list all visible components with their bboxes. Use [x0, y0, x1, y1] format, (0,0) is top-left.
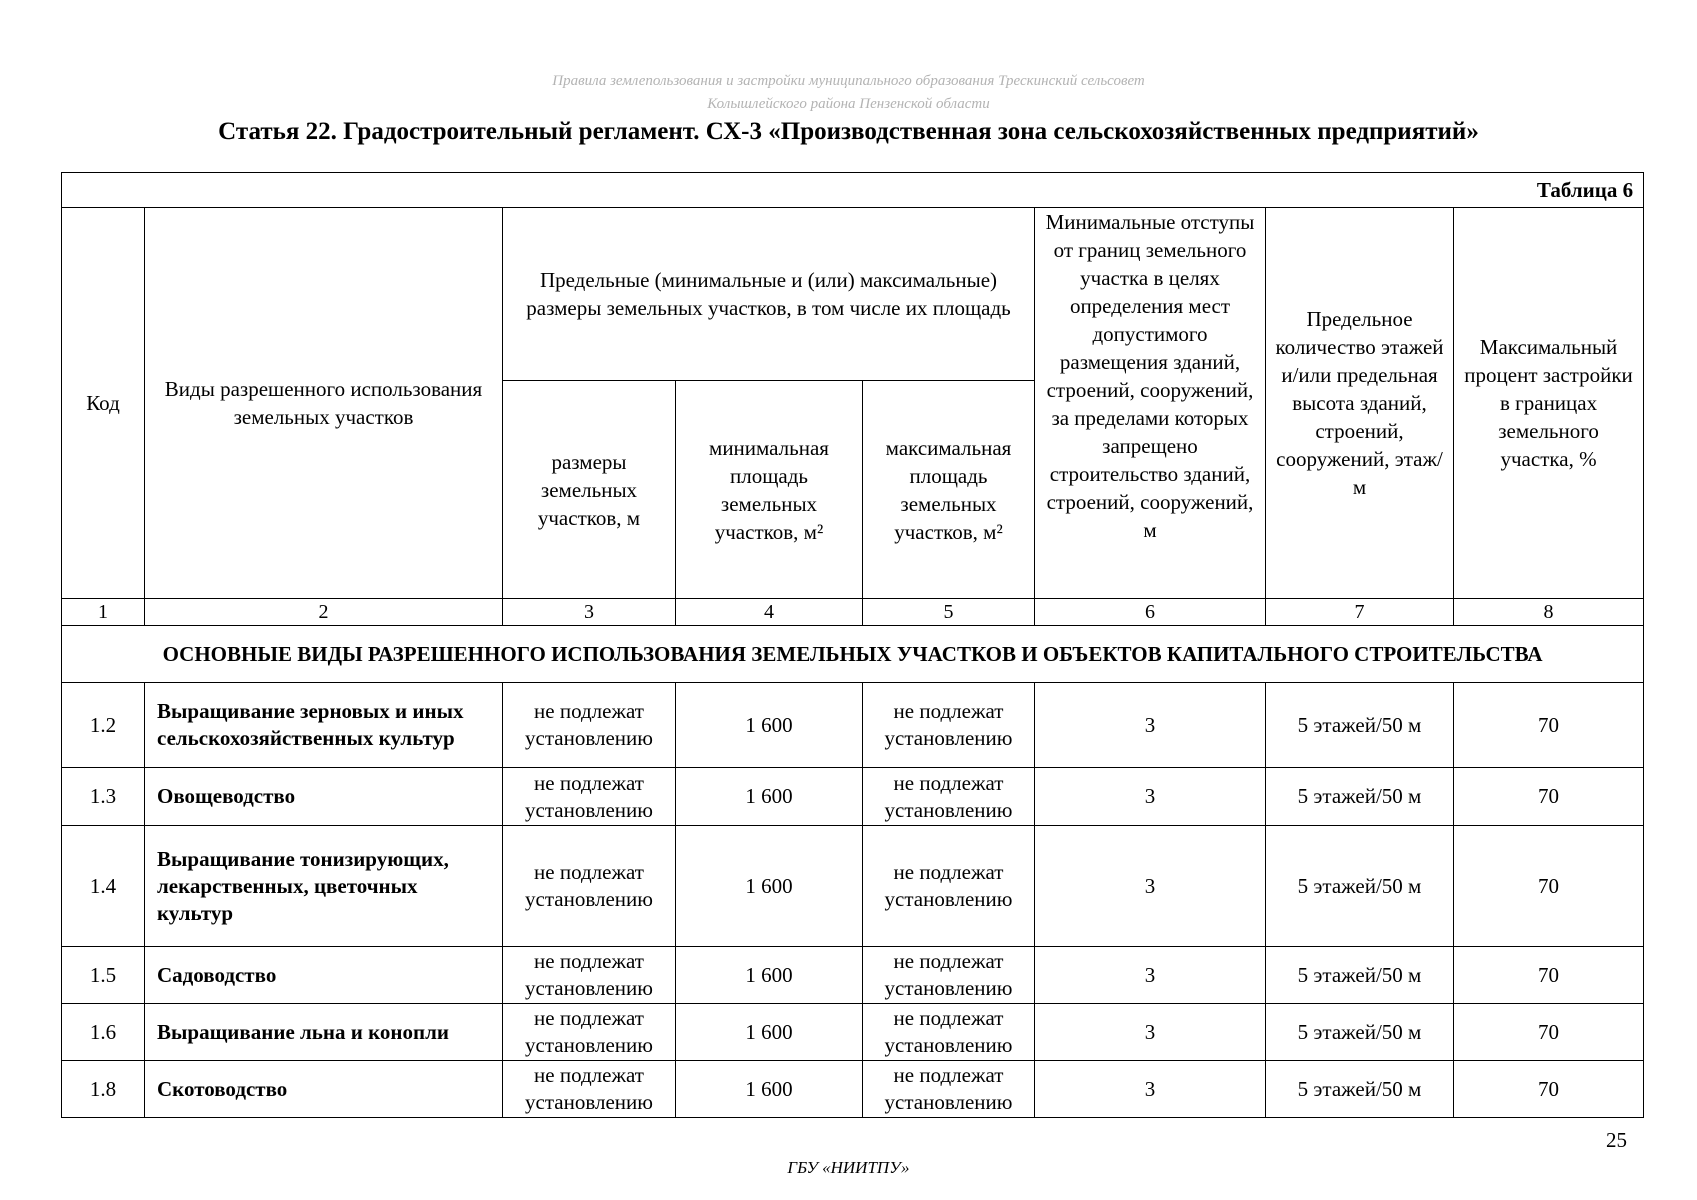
col-header-min-area: минимальная площадь земельных участков, м² — [676, 381, 863, 599]
row-setback: 3 — [1035, 683, 1266, 768]
row-setback: 3 — [1035, 947, 1266, 1004]
row-max-area: не подлежат установлению — [863, 826, 1035, 947]
col-header-coverage: Максимальный процент застройки в границах земельного участка, % — [1454, 208, 1644, 599]
row-code: 1.2 — [62, 683, 145, 768]
row-use: Выращивание тонизирующих, лекарственных, цветочных культур — [145, 826, 503, 947]
row-max-area: не подлежат установлению — [863, 768, 1035, 826]
table-label-row — [62, 173, 1644, 208]
row-use: Овощеводство — [145, 768, 503, 826]
row-size: не подлежат установлению — [503, 1004, 676, 1061]
row-use: Скотоводство — [145, 1061, 503, 1118]
col-header-max-area: максимальная площадь земельных участков, м² — [863, 381, 1035, 599]
row-use: Садоводство — [145, 947, 503, 1004]
row-size: не подлежат установлению — [503, 947, 676, 1004]
row-setback: 3 — [1035, 1004, 1266, 1061]
row-max-area: не подлежат установлению — [863, 683, 1035, 768]
header-row-1 — [62, 208, 1644, 381]
column-number-row — [62, 599, 1644, 626]
row-min-area: 1 600 — [676, 683, 863, 768]
row-setback: 3 — [1035, 768, 1266, 826]
row-floors: 5 этажей/50 м — [1266, 1004, 1454, 1061]
col-header-floors: Предельное количество этажей и/или предельная высота зданий, строений, сооружений, этаж/м — [1266, 208, 1454, 599]
regulation-table — [61, 172, 1644, 1118]
table-row — [62, 683, 1644, 768]
row-min-area: 1 600 — [676, 1061, 863, 1118]
column-number: 4 — [676, 599, 863, 626]
row-size: не подлежат установлению — [503, 1061, 676, 1118]
col-header-use: Виды разрешенного использования земельных участков — [145, 208, 503, 599]
column-number: 2 — [145, 599, 503, 626]
column-number: 6 — [1035, 599, 1266, 626]
row-size: не подлежат установлению — [503, 768, 676, 826]
col-header-limits-group: Предельные (минимальные и (или) максимальные) размеры земельных участков, в том числе их площадь — [503, 208, 1035, 381]
col-header-size: размеры земельных участков, м — [503, 381, 676, 599]
row-code: 1.3 — [62, 768, 145, 826]
column-number: 5 — [863, 599, 1035, 626]
row-max-area: не подлежат установлению — [863, 947, 1035, 1004]
column-number: 3 — [503, 599, 676, 626]
footer-organization: ГБУ «НИИТПУ» — [787, 1158, 910, 1177]
running-header-line-1: Правила землепользования и застройки муниципального образования Трескинский сельсовет — [552, 73, 1145, 89]
row-min-area: 1 600 — [676, 1004, 863, 1061]
article-title: Статья 22. Градостроительный регламент. СХ-3 «Производственная зона сельскохозяйственных предприятий» — [218, 118, 1479, 145]
row-coverage: 70 — [1454, 768, 1644, 826]
row-code: 1.8 — [62, 1061, 145, 1118]
row-coverage: 70 — [1454, 826, 1644, 947]
table-row — [62, 1004, 1644, 1061]
row-min-area: 1 600 — [676, 768, 863, 826]
row-code: 1.4 — [62, 826, 145, 947]
table-label: Таблица 6 — [62, 173, 1644, 208]
table-row — [62, 1061, 1644, 1118]
row-setback: 3 — [1035, 826, 1266, 947]
col-header-code: Код — [62, 208, 145, 599]
row-floors: 5 этажей/50 м — [1266, 826, 1454, 947]
table-row — [62, 826, 1644, 947]
row-floors: 5 этажей/50 м — [1266, 1061, 1454, 1118]
row-floors: 5 этажей/50 м — [1266, 683, 1454, 768]
page-number: 25 — [1606, 1128, 1627, 1152]
column-number: 7 — [1266, 599, 1454, 626]
column-number: 8 — [1454, 599, 1644, 626]
column-number: 1 — [62, 599, 145, 626]
table-row — [62, 947, 1644, 1004]
row-use: Выращивание льна и конопли — [145, 1004, 503, 1061]
row-min-area: 1 600 — [676, 947, 863, 1004]
row-use: Выращивание зерновых и иных сельскохозяйственных культур — [145, 683, 503, 768]
row-max-area: не подлежат установлению — [863, 1061, 1035, 1118]
col-header-setback: Минимальные отступы от границ земельного участка в целях определения мест допустимого размещения зданий, строений, сооружений, за пределами которых запрещено строительство зданий, строений, сооружений, м — [1035, 208, 1266, 599]
row-coverage: 70 — [1454, 1004, 1644, 1061]
row-max-area: не подлежат установлению — [863, 1004, 1035, 1061]
row-size: не подлежат установлению — [503, 826, 676, 947]
row-code: 1.5 — [62, 947, 145, 1004]
row-min-area: 1 600 — [676, 826, 863, 947]
row-coverage: 70 — [1454, 1061, 1644, 1118]
section-row — [62, 626, 1644, 683]
row-setback: 3 — [1035, 1061, 1266, 1118]
row-coverage: 70 — [1454, 683, 1644, 768]
row-floors: 5 этажей/50 м — [1266, 768, 1454, 826]
row-coverage: 70 — [1454, 947, 1644, 1004]
row-size: не подлежат установлению — [503, 683, 676, 768]
table-row — [62, 768, 1644, 826]
section-heading: ОСНОВНЫЕ ВИДЫ РАЗРЕШЕННОГО ИСПОЛЬЗОВАНИЯ ЗЕМЕЛЬНЫХ УЧАСТКОВ И ОБЪЕКТОВ КАПИТАЛЬНОГО СТРОИТЕЛЬСТВА — [62, 626, 1644, 683]
row-floors: 5 этажей/50 м — [1266, 947, 1454, 1004]
row-code: 1.6 — [62, 1004, 145, 1061]
running-header-line-2: Колышлейского района Пензенской области — [707, 96, 990, 112]
